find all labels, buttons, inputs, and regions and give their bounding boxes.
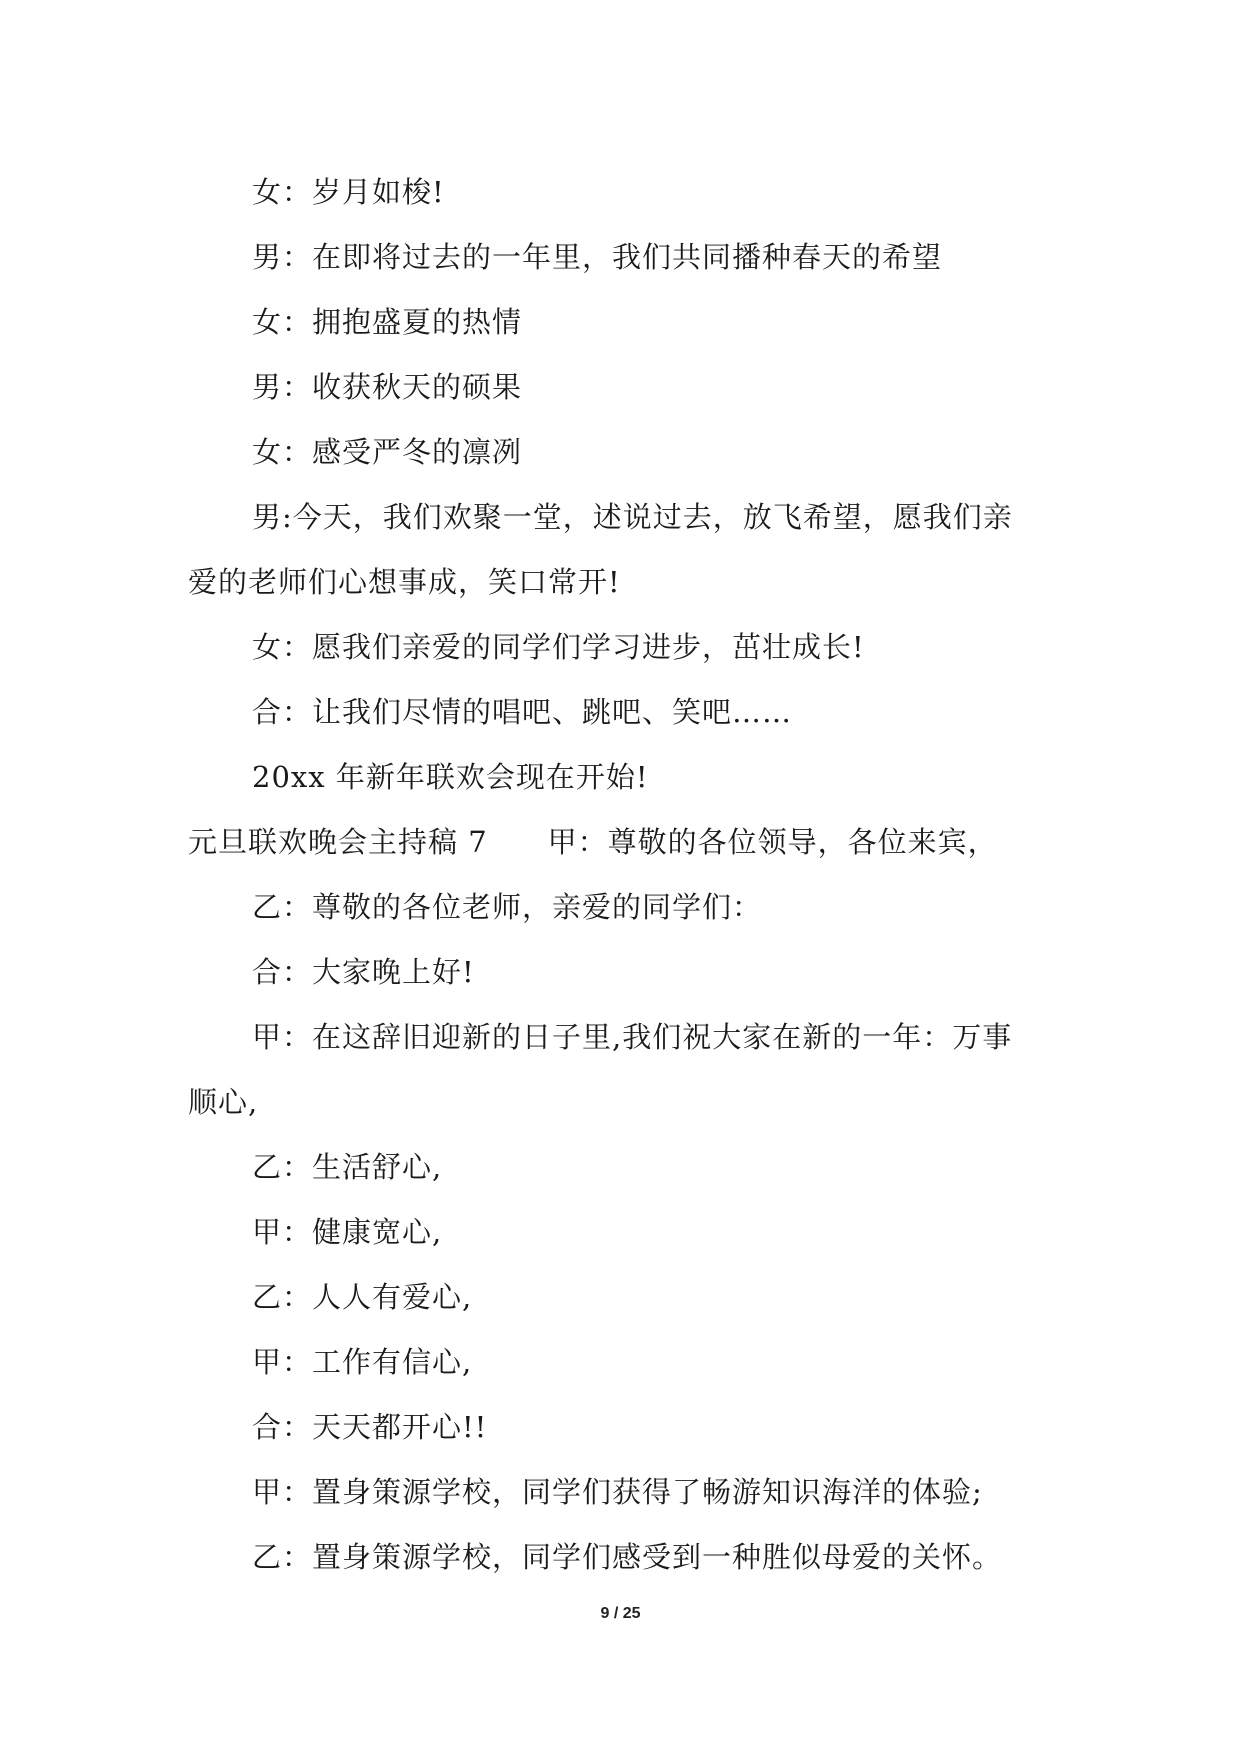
paragraph-line: 乙：置身策源学校，同学们感受到一种胜似母爱的关怀。 <box>252 1540 1003 1574</box>
document-body <box>188 160 1058 1590</box>
paragraph-line: 男：在即将过去的一年里，我们共同播种春天的希望 <box>252 240 943 274</box>
paragraph-line: 乙：生活舒心, <box>252 1150 443 1184</box>
paragraph-line: 乙：人人有爱心, <box>252 1280 473 1314</box>
page-number: 9 / 25 <box>600 1605 641 1622</box>
paragraph-line-continuation: 顺心, <box>188 1085 259 1119</box>
paragraph-line: 20xx 年新年联欢会现在开始! <box>252 760 649 794</box>
paragraph-line: 甲：在这辞旧迎新的日子里,我们祝大家在新的一年：万事 <box>252 1020 1013 1054</box>
paragraph-line: 男：收获秋天的硕果 <box>252 370 523 404</box>
paragraph-line: 甲：尊敬的各位领导，各位来宾， <box>547 825 998 859</box>
section-title: 元旦联欢晚会主持稿 7 <box>188 825 488 859</box>
paragraph-line: 女：感受严冬的凛冽 <box>252 435 523 469</box>
paragraph-line: 女：岁月如梭! <box>252 175 445 209</box>
paragraph-line: 合：大家晚上好! <box>252 955 475 989</box>
section-title-line <box>188 810 1058 875</box>
paragraph-line: 甲：工作有信心, <box>252 1345 473 1379</box>
paragraph-line: 合：让我们尽情的唱吧、跳吧、笑吧…… <box>252 695 793 729</box>
paragraph-line: 女：愿我们亲爱的同学们学习进步，茁壮成长! <box>252 630 865 664</box>
paragraph-line: 乙：尊敬的各位老师，亲爱的同学们： <box>252 890 763 924</box>
paragraph-line-continuation: 爱的老师们心想事成，笑口常开! <box>188 565 621 599</box>
paragraph-line: 甲：置身策源学校，同学们获得了畅游知识海洋的体验; <box>252 1475 983 1509</box>
paragraph-line: 男:今天，我们欢聚一堂，述说过去，放飞希望，愿我们亲 <box>252 500 1013 534</box>
paragraph-line: 女：拥抱盛夏的热情 <box>252 305 523 339</box>
paragraph-line: 甲：健康宽心, <box>252 1215 443 1249</box>
paragraph-line: 合：天天都开心!! <box>252 1410 488 1444</box>
